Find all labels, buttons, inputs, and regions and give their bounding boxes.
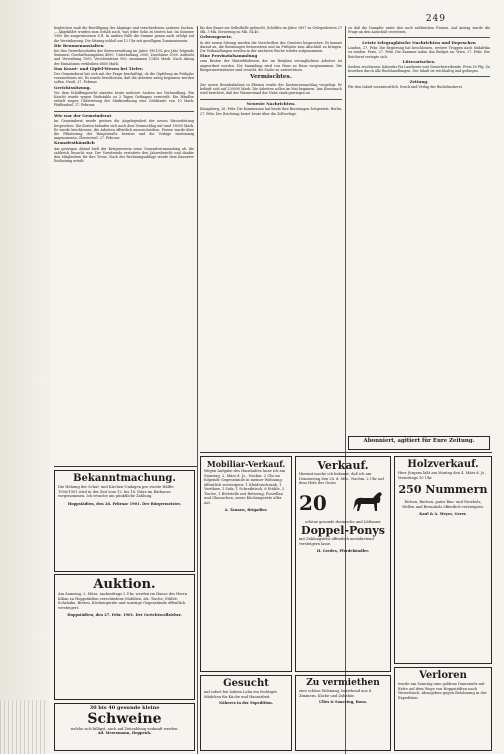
column-1 [54, 26, 194, 466]
article-text: Für den Inhalt verantwortlich. Druck und Verlag der Buchdruckerei. [348, 85, 463, 90]
separator [54, 111, 194, 112]
ad-signature: Näheres in der Expedition. [219, 701, 273, 705]
ad-title: Holzverkauf. [407, 459, 479, 470]
article-text: zum Besten der Hinterbliebenen der im Bergbau verunglückten Arbeiter ist angeordnet worden. Die Sammlung wird von Haus zu Haus vorgenommen. Die Bürgermeisterämter sind ersucht, die Sache zu unterstützen. [200, 59, 342, 72]
ad-verkauf-ponys [295, 456, 391, 672]
ad-text: Hiermit mache ich bekannt, daß ich am Donnerstag den 28. d. Mts., Nachm. 2 Uhr auf dem Hofe des Gutes [299, 472, 384, 485]
article-heading: Gebensgesetz. [200, 34, 233, 40]
ad-zu-vermiethen [295, 675, 391, 751]
ad-title: Schweine [87, 710, 162, 727]
ad-signature: Hoppstädten, den 27. Febr. 1901. Der Gerichtsvollzieher. [67, 613, 182, 617]
separator [348, 37, 490, 38]
ad-text: Die Hebung der Schul- und Kirchen-Umlagen pro zweite Hälfte 1900/1901 wird in der Zeit vom 12. bis 18. März im Rathause vorgenommen. Ich ersuche um pünktliche Zahlung. [58, 485, 174, 498]
article-text: bei den Gewerbeschulen der Kreisverwaltung im Jahre 1901/02 pro Jahr folgende Summen: Geschäftsausgaben 4000, Unterhaltung 2000, Zuschüsse 3000, Aufsicht und Verwaltung 1500, Verschiedenes 900, zusammen 11400 Mark. Nach Abzug der Einnahmen verbleiben 6800 Mark. [54, 49, 194, 66]
article-text: In der neuen Sitzung wurden die Vorschriften des Gesetzes besprochen. Er kommt darauf an, die Beratungen fortzusetzen und im Frühjahr zum Abschluß zu bringen. Die Verhandlungen werden in der nächsten Woche wieder aufgenommen. [200, 40, 342, 54]
ad-text: Am Samstag, 2. März, nachmittags 2 Uhr, werden im Hause des Herrn Kilian zu Hoppstädten verschiedene Mobilien, als: Tische, Stühle, Schränke, Betten, Küchengeräte und sonstige Gegenstände öffentlich versteigert. [58, 592, 188, 610]
ads-divider [200, 452, 492, 453]
column-rule [197, 26, 198, 754]
ad-text: auf sofort bei hohem Lohn ein tüchtiges Mädchen für Küche und Hausarbeit. [204, 690, 277, 699]
ad-pretext: 30 bis 40 gesunde kleine [89, 705, 160, 711]
ad-holzverkauf [394, 456, 492, 664]
ad-text: Wegen Aufgabe des Haushaltes lasse ich am Samstag, 2. März d. Js., Nachm. 2 Uhr an folgende Gegenstände in meiner Wohnung öffentlich versteigern: 1 Kleiderschrank, 1 Vertikow, 1 Sofa, 1 Schreibtisch, 6 Stühle, 2 Tische, 1 Bettstelle mit Bettzeug, Porzellan und Glassachen, sowie Küchengeräte aller Art. [204, 469, 286, 505]
ad-text: eine schöne Wohnung, bestehend aus 4 Zimmern, Küche und Zubehör. [299, 689, 372, 698]
binding-edge [0, 700, 48, 754]
column-3 [348, 26, 490, 432]
article-text: zu daß die Dampfer unter den noch zahlreichen Firmen. Auf Antrag wurde die Frage an den Ausschuß verwiesen. [348, 26, 490, 35]
separator [348, 76, 490, 77]
ad-number: 250 Nummern [398, 483, 488, 496]
article-text: Im Gemeinderat wurde gestern die Angelegenheit der neuen Wasserleitung besprochen. Die Kosten belaufen sich nach dem Voranschlag auf rund 18000 Mark. Es wurde beschlossen, die Arbeiten öffentlich auszuschreiben. Ferner wurde über die Pflasterung der Hauptstraße beraten und die Vorlage einstimmig angenommen. Oberweisel, 27. Februar. [54, 119, 194, 141]
ad-bekanntmachung [54, 470, 195, 572]
article-heading: Wie war der Gemeinderat [54, 113, 112, 119]
ad-title: Verkauf. [317, 459, 369, 472]
article-text: begleichen muß die Bewilligung der Abgänge und verschiedenen anderen Sachen. — Abgebildet wurden zum Gehalt noch, was jeder Sohn zu leisten hat. Im Sommer 1900 die ausgewiesenen 8 fl. In andern Falle die Summe genau nach erfolgt auf die Vereinbarung. Die Sitzung schloß um 12 Uhr mit geselligem Zusammensein. [54, 26, 194, 43]
ad-title: Zu vermiethen [306, 678, 380, 688]
ad-signature: Ullex & Sauering, Bous. [318, 700, 368, 704]
article-text: Vor dem Schöffengericht standen heute mehrere Sachen zur Verhandlung. Ein Knecht wurde wegen Diebstahls zu 3 Tagen Gefängnis verurteilt. Ein Händler erhielt wegen Übertretung der Marktordnung eine Geldstrafe von 10 Mark. Pfaffendorf, 27. Februar. [54, 90, 194, 108]
ad-text: Herr Jürgens läßt am Montag den 4. März d. Js., Vormittags 10 Uhr [398, 471, 487, 480]
ad-title: Bekanntmachung. [73, 473, 176, 484]
page-number: 249 [425, 14, 446, 24]
ad-signature: Kaul & A. Meyer, Gerer. [419, 512, 467, 516]
article-heading: Gerichtssitzung. [54, 84, 91, 90]
ad-text: wurde am Sonntag eine goldene Damenuhr mit Kette auf dem Wege von Hoppstädten nach Weiersbach. Abzugeben gegen Belohnung in der Expedition. [398, 682, 487, 700]
ad-text: Eichen, Buchen, gutes Bau- und Nutzholz, Wellen und Brennholz öffentlich versteigern. [402, 500, 484, 509]
page-edge-shadow [0, 0, 50, 754]
ads-divider [54, 466, 197, 467]
slogan-box [348, 436, 490, 450]
article-heading: Eine Provinzialsammlung [200, 53, 258, 59]
section-heading: Zeitung. [409, 78, 429, 84]
horse-icon [347, 489, 387, 517]
ad-title: Gesucht [223, 678, 269, 689]
article-text: Königsberg, 26. Febr. Die Kommission hat heute ihre Beratungen fortgesetzt. Berlin, 27. Febr. Der Reichstag beriet heute über die Zollvorlage. [200, 107, 342, 116]
section-heading: Neueste Nachrichten. [246, 101, 296, 107]
section-heading: Letzte telegraphische Nachrichten und Depeschen [362, 39, 476, 45]
article-text: Am gestrigen Abend hielt der Kriegerverein seine Generalversammlung ab, die zahlreich besucht war. Der Vorsitzende erstattete den Jahresbericht und dankte den Mitgliedern für ihre Treue. Nach der Rechnungsablage wurde dem Kassierer Entlastung erteilt. [54, 146, 194, 164]
ad-gesucht [200, 675, 292, 751]
ad-mobiliar-verkauf [200, 456, 292, 672]
article-text: Soeben erschienen: Kalender für Landwirte und Gewerbetreibende. Preis 50 Pfg. Zu beziehen durch alle Buchhandlungen. Der Inhalt ist reichhaltig und gediegen. [348, 64, 490, 74]
ad-title: Auktion. [93, 577, 156, 592]
ad-schweine [54, 703, 195, 751]
ad-verloren [394, 667, 492, 751]
ad-signature: H. Gerdes, Pferdehändler. [316, 549, 370, 553]
ad-auktion [54, 574, 195, 700]
section-heading: Litterarisches. [402, 58, 436, 64]
article-text: für den Bauer zur Selbsthilfe gebracht; Schöffen im Jahre 1897 zu Gelegenheiten 27 Mk. 3 Mk. Steuerung zu Mk. 54.40. [200, 26, 342, 35]
article-heading: Die Brunnenanstalten [54, 42, 104, 48]
article-text: Zur neuen Eisenbahnlinie in Ebenau wurde der Kostenvoranschlag vorgelegt. Er beläuft sich auf 230000 Mark. Die Arbeiten sollen im Mai beginnen. Aus Kreuznach wird berichtet, daß der Wasserstand der Nahe stark gestiegen ist. [200, 83, 342, 96]
separator [200, 99, 342, 100]
ad-title: Verloren [419, 670, 467, 681]
ad-text: mit Zahlungsfrist öffentlich meistbietend versteigern lasse. [299, 537, 374, 546]
ad-title-2: Doppel-Ponys [301, 524, 385, 537]
ad-signature: A. Tannen, Brigadier. [224, 508, 268, 512]
article-text: Der Gemeinderat hat sich mit der Frage beschäftigt, ob die Gipfelung im Frühjahr vorzunehmen sei. Es wurde beschlossen, daß die Arbeiten zeitig begonnen werden sollen. Neuß, 27. Februar. [54, 72, 194, 85]
article-heading: Das Kraut- und Gipfel-Wesen bei Tiefer. [54, 65, 144, 71]
ad-signature: Hoppstädten, den 26. Februar 1901. Der Bürgermeister. [67, 501, 182, 506]
slogan: Abonniert, agitiert für Eure Zeitung. [363, 438, 475, 444]
section-heading: Vermischtes. [250, 74, 292, 81]
ad-number: 20 [299, 490, 327, 515]
article-text: London, 27. Febr. Die Regierung hat beschlossen, weitere Truppen nach Südafrika zu senden. Paris, 27. Febr. Die Kammer nahm das Budget an. Wien, 27. Febr. Der Reichsrat vertagte sich. [348, 46, 490, 59]
ad-title: Mobiliar-Verkauf. [206, 459, 286, 469]
ad-signature: Ad. Meersmann, Heppenh. [97, 731, 152, 735]
article-heading: Kranzfesthäuslich [54, 140, 95, 146]
ad-text: welche sich billigst, auch auf Zeitzahlung verkauft werden. [70, 726, 179, 731]
ad-text: schöne gesunde rheinische und Litthauer [305, 519, 381, 524]
column-2 [200, 26, 342, 432]
